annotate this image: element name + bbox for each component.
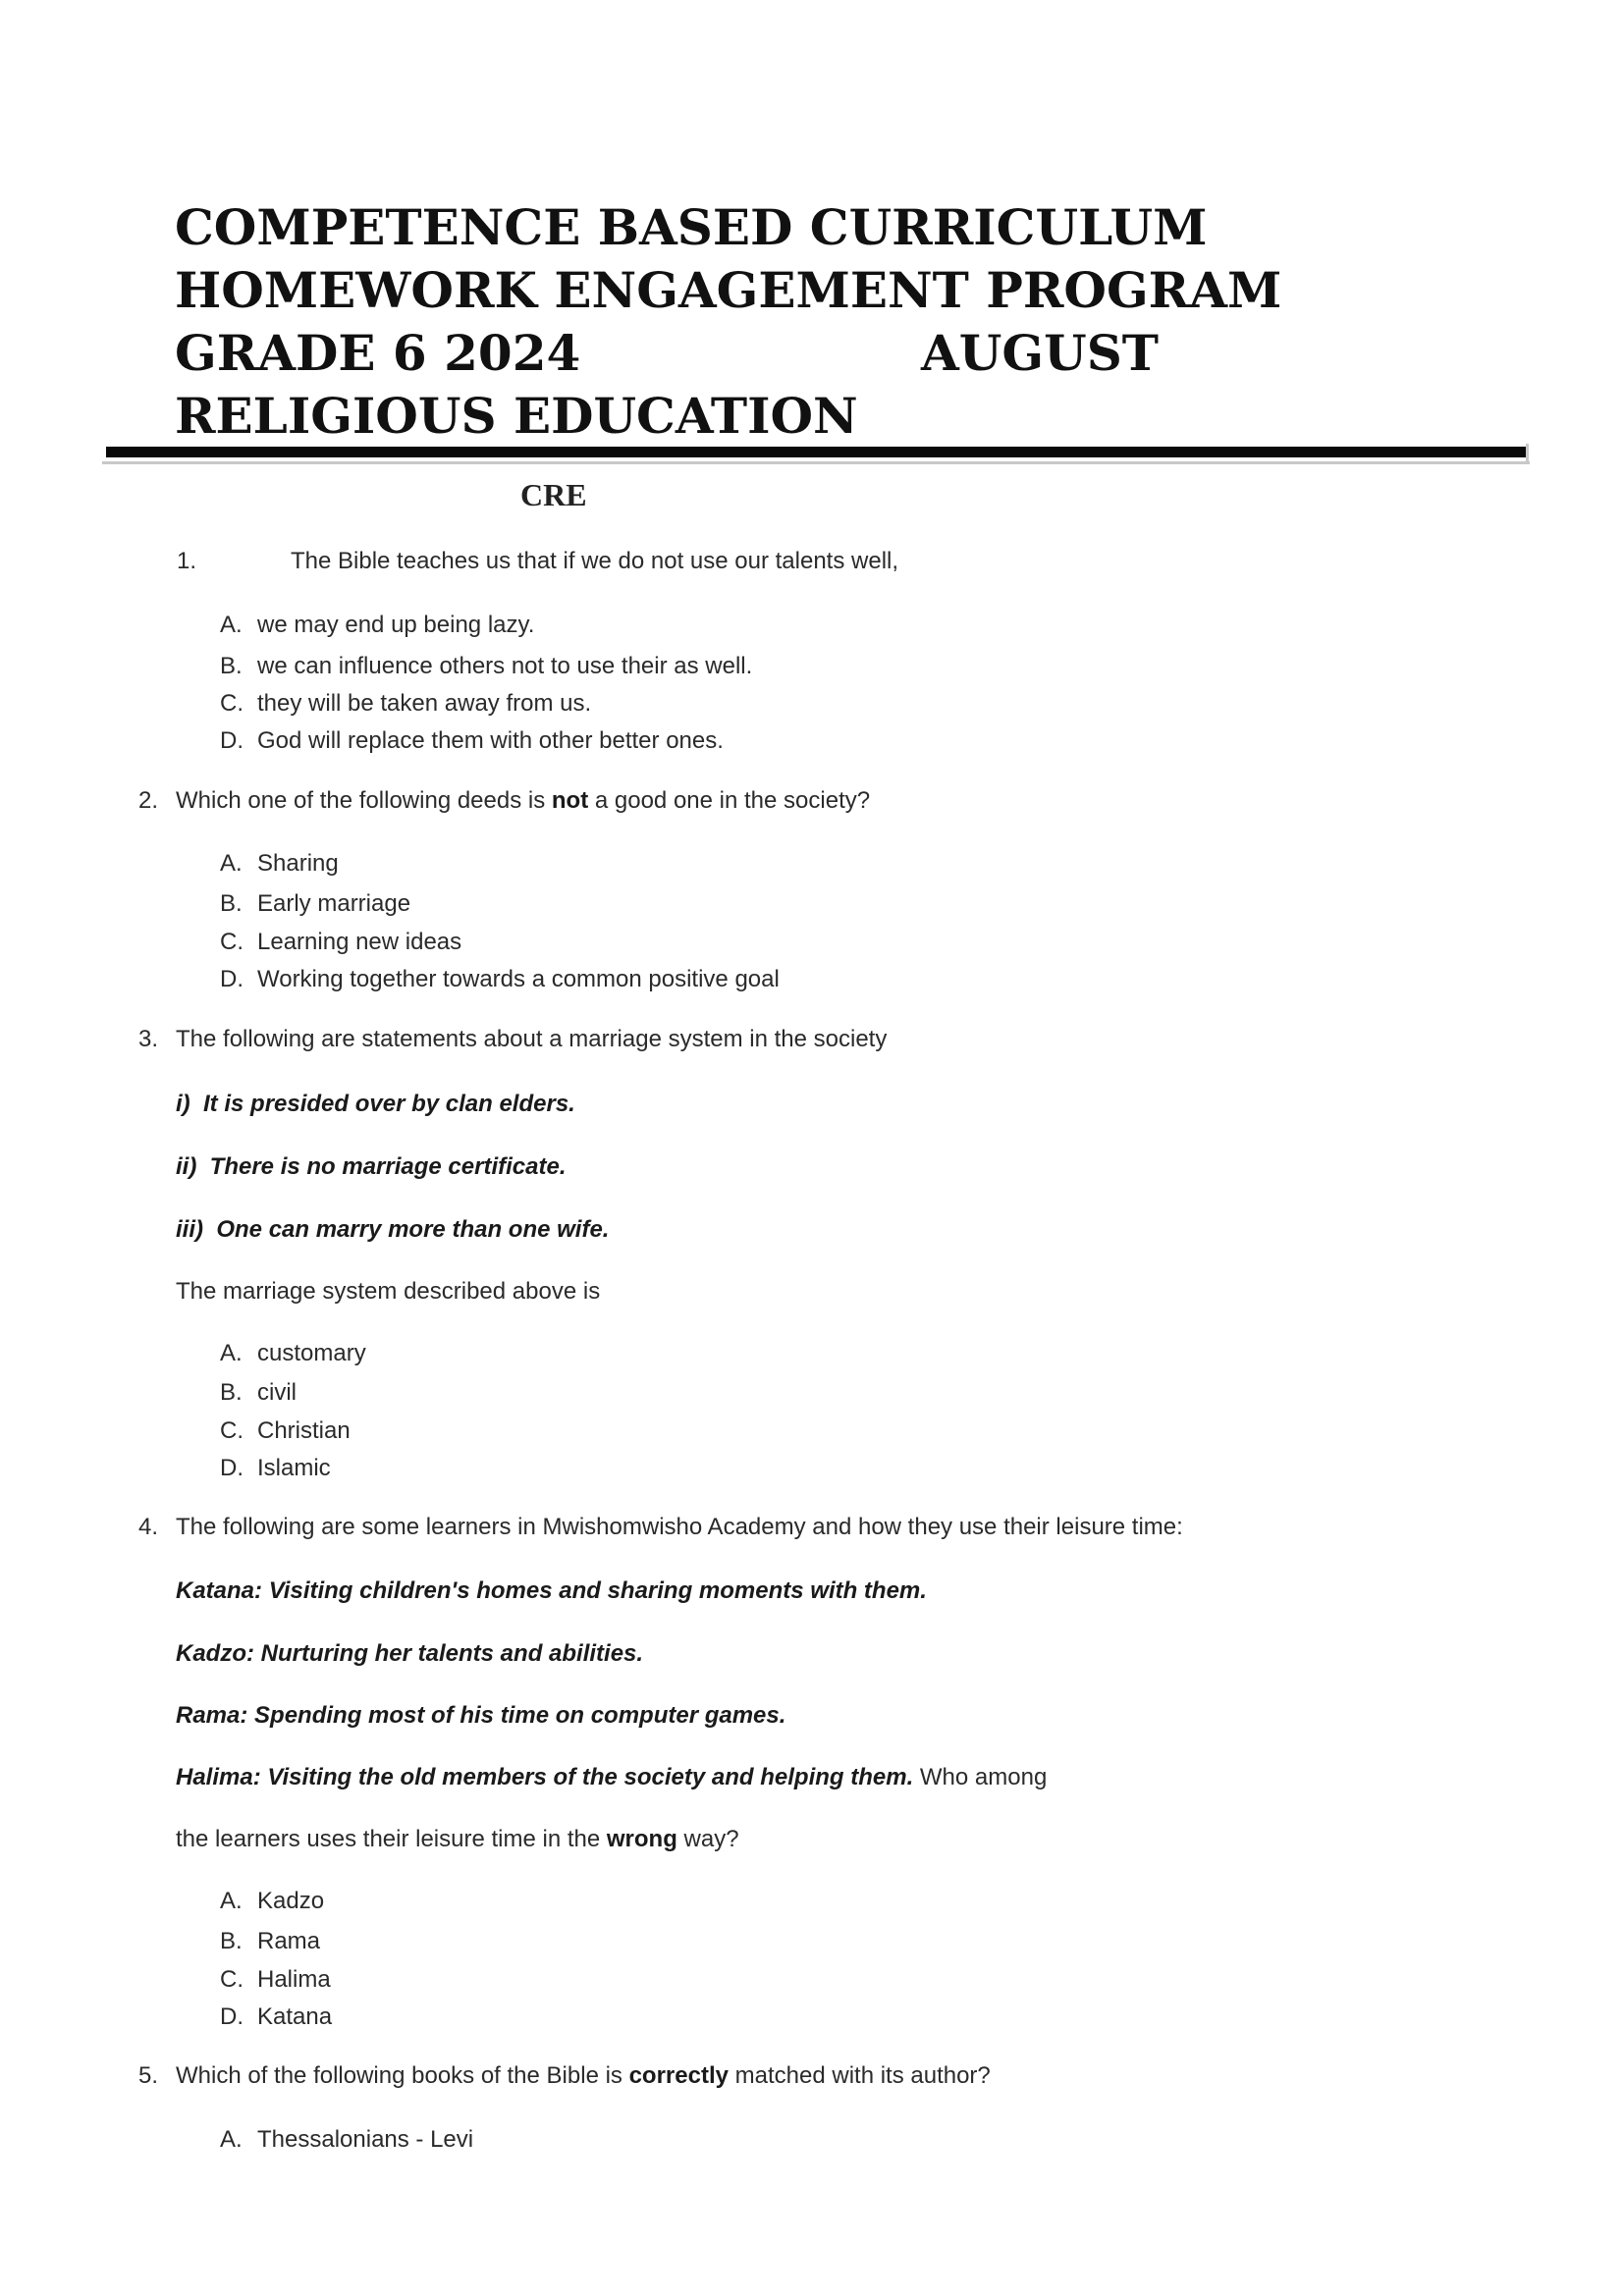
- option-text: Working together towards a common positive goal: [257, 966, 780, 992]
- q4-learner-halima: Halima: Visiting the old members of the society and helping them.: [176, 1764, 914, 1790]
- q3-number: 3.: [138, 1026, 159, 1052]
- q2-number: 2.: [138, 787, 159, 814]
- option-letter: A.: [220, 1340, 243, 1366]
- statement-text: It is presided over by clan elders.: [203, 1091, 575, 1117]
- option-letter: C.: [220, 690, 243, 717]
- header-subject-title: RELIGIOUS EDUCATION: [175, 387, 858, 445]
- option-letter: C.: [220, 1417, 243, 1444]
- option-letter: B.: [220, 653, 243, 679]
- q5-stem-emphasis: correctly: [628, 2062, 729, 2089]
- option-letter: C.: [220, 1966, 243, 1993]
- q4-learner-halima-line: [176, 1763, 1047, 1792]
- q1-option-c: [220, 689, 591, 719]
- option-letter: B.: [220, 1379, 243, 1406]
- option-letter: D.: [220, 966, 243, 992]
- statement-marker: iii): [176, 1216, 203, 1243]
- option-text: we can influence others not to use their as well.: [257, 653, 753, 679]
- option-text: Learning new ideas: [257, 929, 462, 955]
- option-text: Katana: [257, 2003, 333, 2030]
- statement-marker: ii): [176, 1153, 197, 1180]
- q3-statement-1: [176, 1090, 575, 1119]
- option-letter: A.: [220, 2126, 243, 2153]
- q4-question-end: way?: [676, 1826, 739, 1852]
- option-text: Halima: [257, 1966, 331, 1993]
- header-divider-edge: [1526, 444, 1529, 463]
- document-header: [175, 196, 1353, 448]
- header-curriculum-title: COMPETENCE BASED CURRICULUM: [175, 198, 1208, 256]
- option-text: Sharing: [257, 850, 339, 877]
- q3-follow-up: The marriage system described above is: [176, 1278, 601, 1305]
- option-text: we may end up being lazy.: [257, 612, 535, 638]
- option-letter: D.: [220, 2003, 243, 2030]
- q4-option-d: [220, 2002, 332, 2032]
- statement-text: There is no marriage certificate.: [209, 1153, 567, 1180]
- option-text: Christian: [257, 1417, 351, 1444]
- option-text: they will be taken away from us.: [257, 690, 592, 717]
- option-letter: B.: [220, 890, 243, 917]
- q3-stem: The following are statements about a marriage system in the society: [176, 1026, 888, 1052]
- option-text: civil: [257, 1379, 297, 1406]
- q3-statement-3: [176, 1215, 609, 1245]
- q5-stem-end: matched with its author?: [728, 2062, 991, 2089]
- subject-label: CRE: [520, 477, 587, 512]
- option-letter: D.: [220, 727, 243, 754]
- q4-question-start: the learners uses their leisure time in the: [176, 1826, 607, 1852]
- option-text: God will replace them with other better ones.: [257, 727, 724, 754]
- option-text: Thessalonians - Levi: [257, 2126, 474, 2153]
- q1-option-d: [220, 726, 724, 756]
- q1-stem: The Bible teaches us that if we do not use our talents well,: [291, 548, 899, 574]
- q2-option-b: [220, 889, 410, 919]
- header-divider: [106, 447, 1526, 457]
- option-text: Islamic: [257, 1455, 331, 1481]
- q4-question: [176, 1825, 739, 1854]
- option-letter: A.: [220, 850, 243, 877]
- statement-marker: i): [176, 1091, 190, 1117]
- option-text: Kadzo: [257, 1888, 325, 1914]
- q3-option-b: [220, 1378, 297, 1408]
- q4-question-emphasis: wrong: [606, 1826, 677, 1852]
- q4-learner-katana: Katana: Visiting children's homes and sharing moments with them.: [176, 1577, 927, 1604]
- q2-stem: [176, 786, 870, 816]
- q2-stem-start: Which one of the following deeds is: [176, 787, 552, 814]
- q5-stem-start: Which of the following books of the Bible is: [176, 2062, 629, 2089]
- option-letter: B.: [220, 1928, 243, 1954]
- q2-stem-end: a good one in the society?: [588, 787, 871, 814]
- option-letter: D.: [220, 1455, 243, 1481]
- option-letter: A.: [220, 1888, 243, 1914]
- q4-learner-kadzo: Kadzo: Nurturing her talents and abilities.: [176, 1640, 644, 1667]
- header-grade: GRADE 6 2024: [175, 324, 581, 382]
- q3-option-d: [220, 1454, 331, 1483]
- q1-option-a: [220, 611, 534, 640]
- option-text: Rama: [257, 1928, 321, 1954]
- q4-option-b: [220, 1927, 320, 1956]
- q3-statement-2: [176, 1152, 566, 1182]
- statement-text: One can marry more than one wife.: [216, 1216, 610, 1243]
- q5-number: 5.: [138, 2062, 159, 2089]
- q4-number: 4.: [138, 1514, 159, 1540]
- option-letter: C.: [220, 929, 243, 955]
- q2-stem-emphasis: not: [551, 787, 589, 814]
- q1-option-b: [220, 652, 752, 681]
- q5-stem: [176, 2061, 991, 2091]
- q4-stem-continuation: Who among: [913, 1764, 1048, 1790]
- q4-option-c: [220, 1965, 331, 1995]
- header-program-title: HOMEWORK ENGAGEMENT PROGRAM: [175, 261, 1282, 319]
- q2-option-c: [220, 928, 461, 957]
- header-divider-shadow: [102, 461, 1530, 464]
- header-grade-line: [175, 322, 1353, 385]
- option-letter: A.: [220, 612, 243, 638]
- q1-number: 1.: [177, 548, 197, 574]
- option-text: customary: [257, 1340, 366, 1366]
- q5-option-a: [220, 2125, 473, 2155]
- q2-option-d: [220, 965, 780, 994]
- option-text: Early marriage: [257, 890, 411, 917]
- q4-stem: The following are some learners in Mwishomwisho Academy and how they use their leisure time:: [176, 1514, 1183, 1540]
- q3-option-c: [220, 1416, 351, 1446]
- q4-learner-rama: Rama: Spending most of his time on computer games.: [176, 1702, 786, 1729]
- q2-option-a: [220, 849, 339, 879]
- q4-option-a: [220, 1887, 324, 1916]
- header-month: AUGUST: [921, 324, 1160, 382]
- q3-option-a: [220, 1339, 366, 1368]
